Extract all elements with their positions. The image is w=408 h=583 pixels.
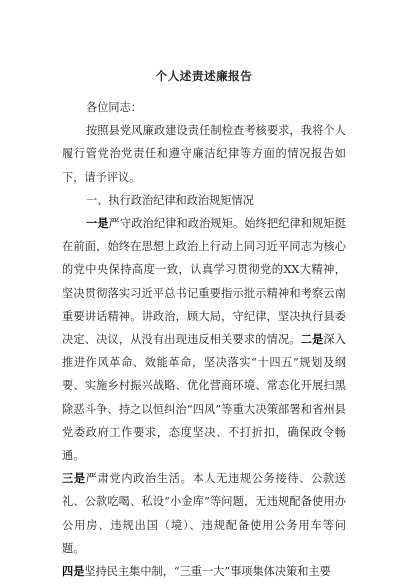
page-title: 个人述责述廉报告 xyxy=(155,69,253,83)
point-four-lead: 四是 xyxy=(62,564,85,579)
point-four-text: 坚持民主集中制，“三重一大”事项集体决策和主要 xyxy=(84,565,331,579)
point-one-lead: 一是 xyxy=(86,216,109,231)
point-three xyxy=(62,467,346,560)
intro-paragraph: 按照县党风廉政建设责任制检查考核要求，我将个人履行管党治党责任和遵守廉洁纪律等方面的情况报告如下，请予评议。 xyxy=(62,124,346,184)
point-three-text: 严肃党内政治生活。本人无违规公务接待、公款送礼、公款吃喝、私设“小金库”等问题，无违规配备使用办公用房、违规出国（境）、违规配备使用公务用车等问题。 xyxy=(62,472,346,555)
section-heading: 一、执行政治纪律和政治规矩情况 xyxy=(86,193,254,207)
point-one-text: 严守政治纪律和政治规矩。始终把纪律和规矩挺在前面，始终在思想上政治上行动上同习近平同志为核心的党中央保持高度一致，认真学习贯彻党的XX大精神，坚决贯彻落实习近平总书记重要指示批示精神和考察云南重要讲话精神。讲政治，顾大局，守纪律，坚决执行县委决定、决议，从没有出现违反相关要求的情况。 xyxy=(62,217,346,347)
report-body xyxy=(62,68,346,583)
salutation: 各位同志： xyxy=(86,101,142,114)
point-one xyxy=(62,212,346,467)
point-three-lead: 三是 xyxy=(62,471,86,486)
point-two-text: 深入推进作风革命、效能革命，坚决落实“十四五”规划及纲要、实施乡村振兴战略、优化营商环境、常态化开展扫黑除恶斗争、持之以恒纠治“四风”等重大决策部署和省州县党委政府工作要求，态度坚决、不打折扣，确保政令畅通。 xyxy=(62,333,346,463)
point-two-lead: 二是 xyxy=(300,332,324,347)
